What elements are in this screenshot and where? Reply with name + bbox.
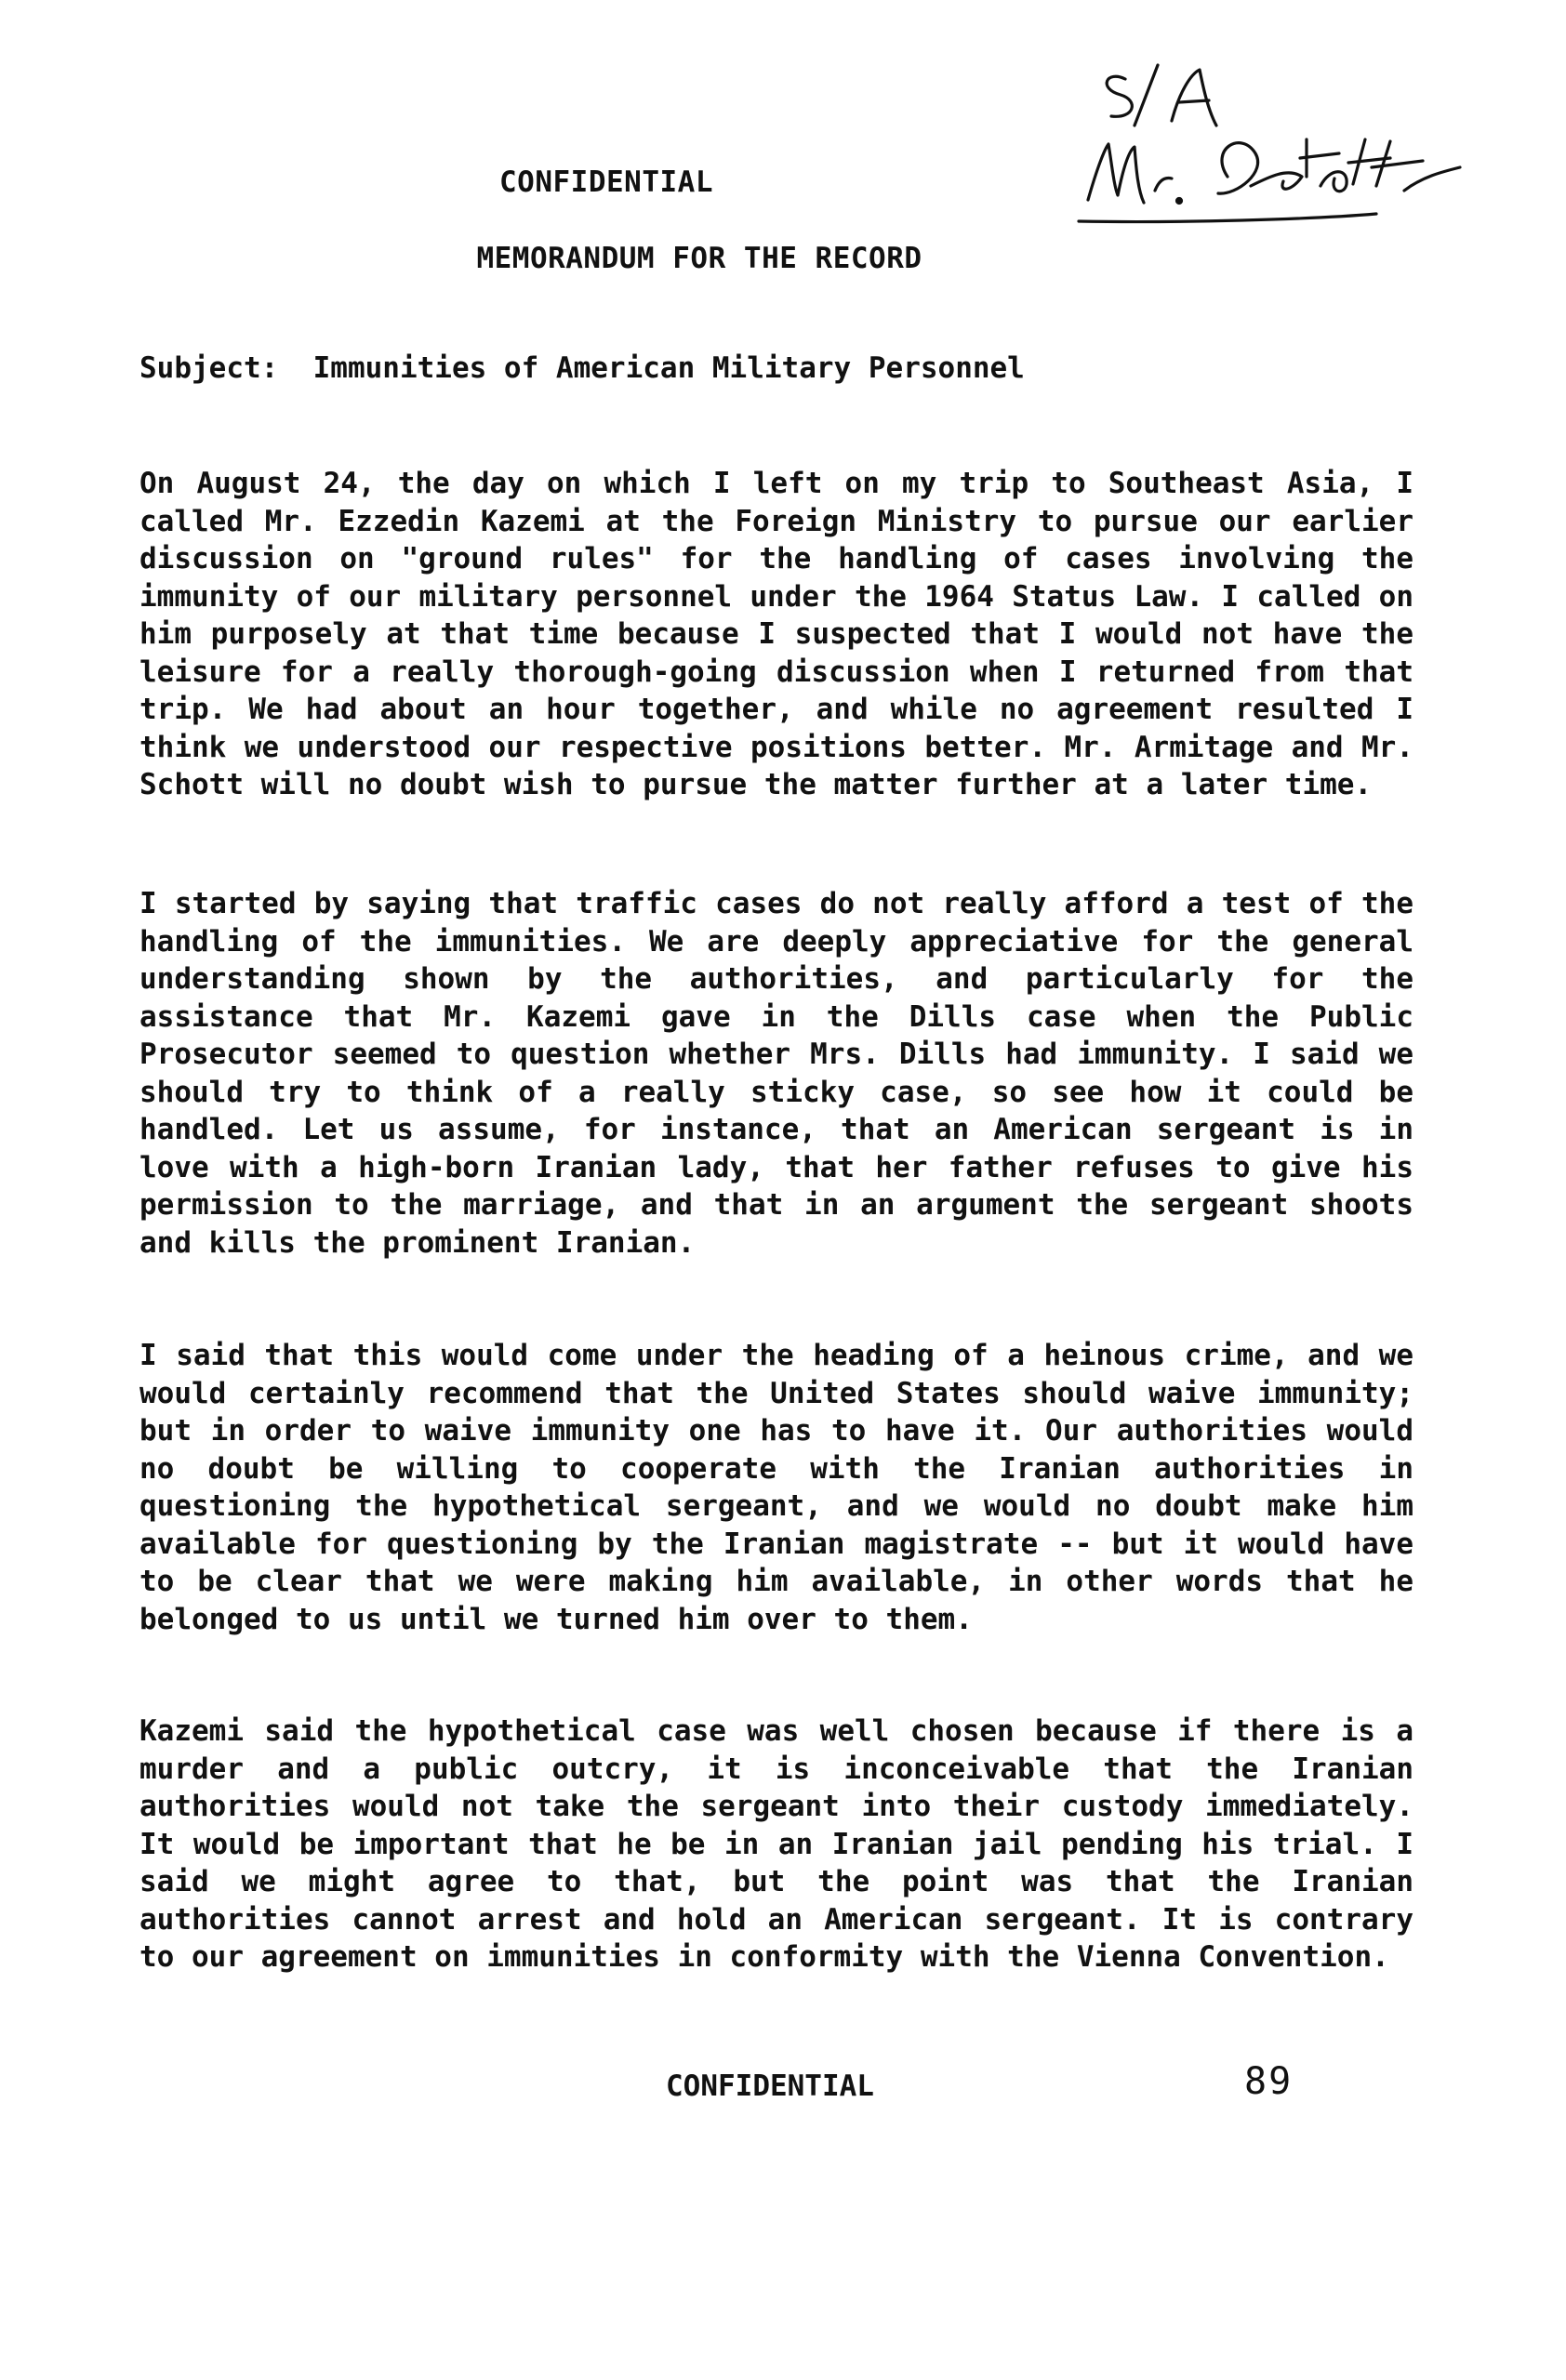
page-number: 89: [1244, 2060, 1294, 2103]
classification-footer: CONFIDENTIAL: [666, 2069, 874, 2103]
classification-header: CONFIDENTIAL: [499, 165, 713, 199]
subject-line: Subject: Immunities of American Military Personnel: [139, 351, 1025, 385]
memo-title: MEMORANDUM FOR THE RECORD: [476, 242, 922, 275]
paragraph-2: I started by saying that traffic cases do not really afford a test of the handling of the immunities. We are deeply appreciative for the general understanding shown by the authorities, and particularly for the assistance that Mr. Kazemi gave in the Dills case when the Public Prosecutor seemed to question whether Mrs. Dills had immunity. I said we should try to think of a really sticky case, so see how it could be handled. Let us assume, for instance, that an American sergeant is in love with a high-born Iranian lady, that her father refuses to give his permission to the marriage, and that in an argument the sergeant shoots and kills the prominent Iranian.: [139, 887, 1413, 1260]
paragraph-3: I said that this would come under the heading of a heinous crime, and we would certainly recommend that the United States should waive immunity; but in order to waive immunity one has to have it. Our authorities would no doubt be willing to cooperate with the Iranian authorities in questioning the hypothetical sergeant, and we would no doubt make him available for questioning by the Iranian magistrate -- but it would have to be clear that we were making him available, in other words that he belonged to us until we turned him over to them.: [139, 1339, 1413, 1636]
handwritten-signature: [1069, 37, 1479, 232]
paragraph-1: On August 24, the day on which I left on my trip to Southeast Asia, I called Mr. Ezzedin Kazemi at the Foreign Ministry to pursue our earlier discussion on "ground rules" for the handling of cases involving the immunity of our military personnel under the 1964 Status Law. I called on him purposely at that time because I suspected that I would not have the leisure for a really thorough-going discussion when I returned from that trip. We had about an hour together, and while no agreement resulted I think we understood our respective positions better. Mr. Armitage and Mr. Schott will no doubt wish to pursue the matter further at a later time.: [139, 467, 1413, 801]
paragraph-4: Kazemi said the hypothetical case was well chosen because if there is a murder and a public outcry, it is inconceivable that the Iranian authorities would not take the sergeant into their custody immediately. It would be important that he be in an Iranian jail pending his trial. I said we might agree to that, but the point was that the Iranian authorities cannot arrest and hold an American sergeant. It is contrary to our agreement on immunities in conformity with the Vienna Convention.: [139, 1714, 1413, 1974]
signature-drawing: [1069, 37, 1479, 232]
